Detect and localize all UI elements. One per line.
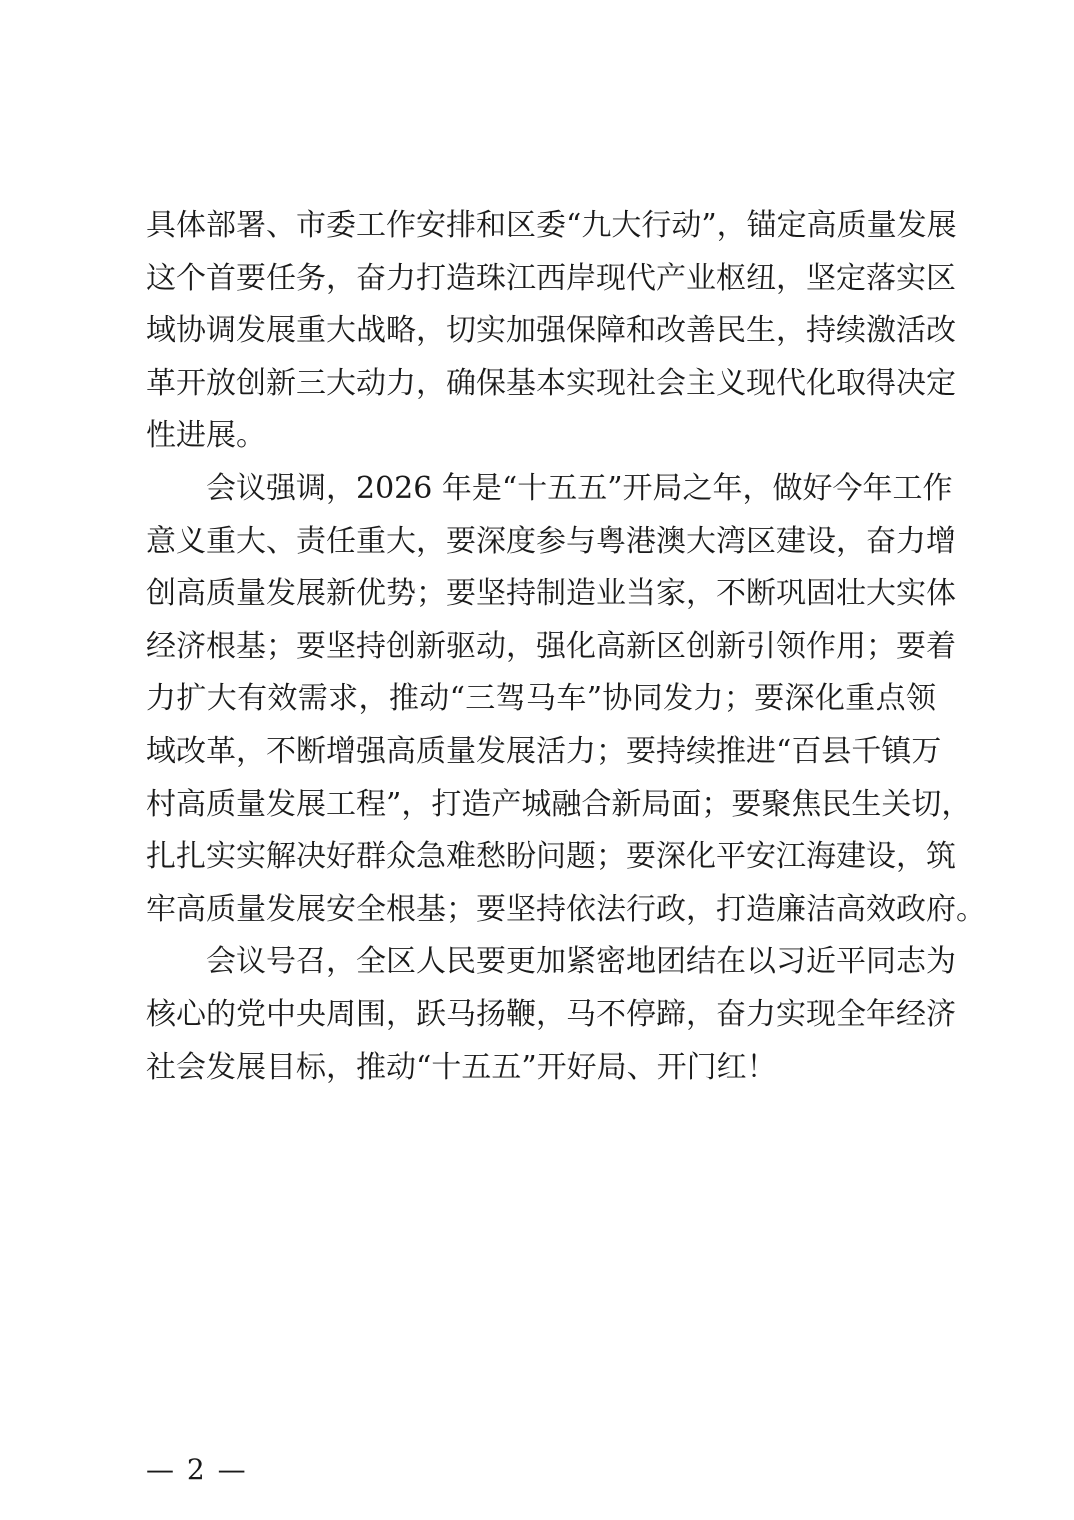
paragraph-1 [146, 200, 957, 463]
text-line: 牢高质量发展安全根基；要坚持依法行政，打造廉洁高效政府。 [146, 891, 986, 927]
text-line: 扎扎实实解决好群众急难愁盼问题；要深化平安江海建设，筑 [146, 839, 956, 875]
paragraph-2 [146, 463, 986, 936]
text-line: 创高质量发展新优势；要坚持制造业当家，不断巩固壮大实体 [146, 576, 956, 612]
text-line: 这个首要任务，奋力打造珠江西岸现代产业枢纽，坚定落实区 [146, 260, 956, 296]
text-line: 性进展。 [146, 418, 266, 454]
text-line: 力扩大有效需求，推动“三驾马车”协同发力；要深化重点领 [146, 681, 936, 717]
paragraph-3 [146, 936, 956, 1094]
body-text [146, 200, 986, 1094]
text-line: 社会发展目标，推动“十五五”开好局、开门红！ [146, 1049, 777, 1085]
text-line: 核心的党中央周围，跃马扬鞭，马不停蹄，奋力实现全年经济 [146, 996, 956, 1032]
text-line: 域改革，不断增强高质量发展活力；要持续推进“百县千镇万 [146, 733, 942, 769]
text-line: 意义重大、责任重大，要深度参与粤港澳大湾区建设，奋力增 [146, 523, 956, 559]
text-line: 村高质量发展工程”，打造产城融合新局面；要聚焦民生关切， [146, 786, 972, 822]
text-line: 具体部署、市委工作安排和区委“九大行动”，锚定高质量发展 [146, 208, 957, 243]
text-line: 会议强调，2026 年是“十五五”开局之年，做好今年工作 [206, 470, 953, 506]
text-line: 经济根基；要坚持创新驱动，强化高新区创新引领作用；要着 [146, 628, 956, 664]
text-line: 会议号召，全区人民要更加紧密地团结在以习近平同志为 [206, 944, 956, 980]
text-line: 革开放创新三大动力，确保基本实现社会主义现代化取得决定 [146, 365, 956, 401]
page-number: — 2 — [146, 1453, 248, 1486]
text-line: 域协调发展重大战略，切实加强保障和改善民生，持续激活改 [146, 313, 956, 349]
